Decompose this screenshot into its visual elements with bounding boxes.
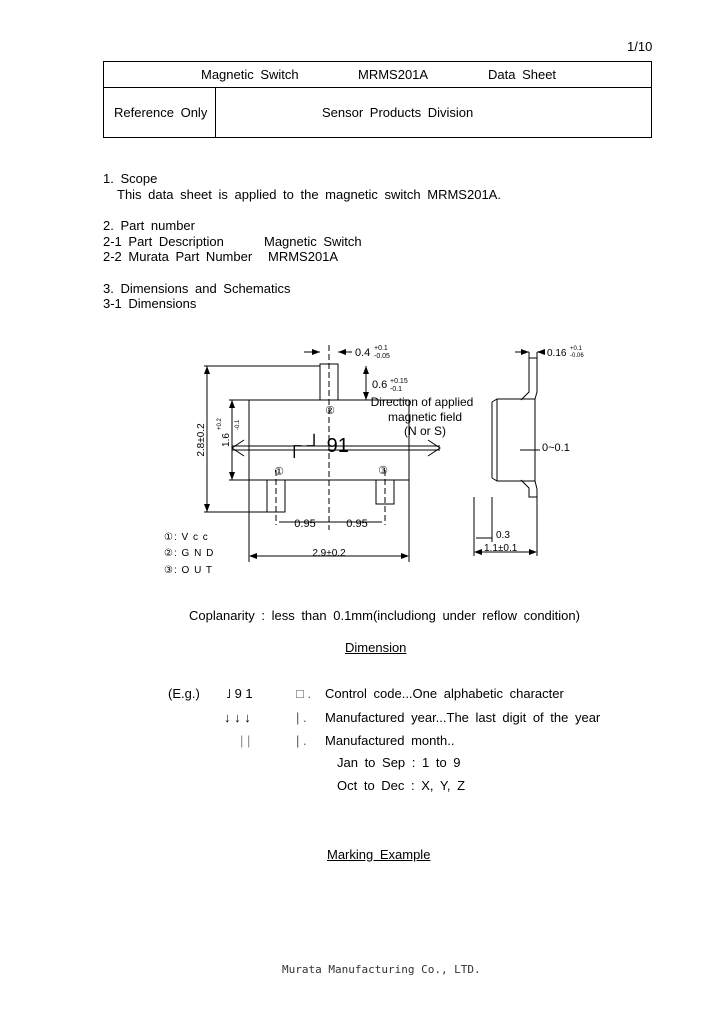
eg-box1: □ . — [296, 686, 312, 701]
coplanarity-note: Coplanarity : less than 0.1mm(includiong under reflow condition) — [189, 608, 580, 623]
header-doc-type: Data Sheet — [488, 67, 557, 82]
eg-label: (E.g.) — [168, 686, 200, 701]
header-reference-label: Reference Only — [114, 105, 208, 120]
part-desc-label: 2-1 Part Description — [103, 234, 224, 249]
dim-pitch-right: 0.95 — [346, 518, 368, 530]
footer-company: Murata Manufacturing Co., LTD. — [282, 963, 481, 976]
package-marking: ┌ ┘ 91 — [287, 435, 349, 457]
part-num-value: MRMS201A — [268, 249, 339, 264]
pin2-marker: ② — [325, 405, 335, 417]
marking-example-caption: Marking Example — [327, 847, 431, 862]
pin1-marker: ① — [274, 466, 284, 478]
dim-body-width: 1.6 — [221, 433, 232, 447]
dim-heading: 3. Dimensions and Schematics — [103, 281, 291, 296]
eg-box2: | . — [296, 710, 307, 725]
marking-line-control-code: Control code...One alphabetic character — [325, 686, 564, 701]
pin-label-out: ③: O U T — [164, 565, 214, 576]
dim-side-thickness-tol-minus: -0.06 — [570, 353, 584, 359]
pin-label-vcc: ①: V c c — [164, 532, 209, 543]
header-model: MRMS201A — [358, 67, 429, 82]
marking-line-month: Manufactured month.. — [325, 733, 455, 748]
eg-arrows: ↓ ↓ ↓ — [224, 710, 251, 725]
dim-lead-width: 0.4 — [355, 347, 371, 359]
page-number: 1/10 — [627, 39, 653, 54]
dim-side-height: 1.1±0.1 — [484, 543, 518, 554]
dim-lead-width-tol-plus: +0.1 — [374, 345, 388, 352]
direction-line3: (N or S) — [404, 424, 446, 438]
dim-total-width: 2.9±0.2 — [312, 548, 346, 559]
dim-body-width-tol-minus: -0.1 — [235, 419, 241, 430]
header-product-type: Magnetic Switch — [201, 67, 299, 82]
part-desc-value: Magnetic Switch — [264, 234, 362, 249]
eg-code: ˩ 9 1 — [226, 686, 253, 701]
marking-line-oct-dec: Oct to Dec : X, Y, Z — [337, 778, 466, 793]
eg-bars: | | — [240, 733, 251, 748]
eg-box3: | . — [296, 733, 307, 748]
dimension-caption: Dimension — [345, 640, 407, 655]
dim-lead-length-tol-minus: -0.1 — [390, 386, 403, 393]
dim-lead-width-tol-minus: -0.05 — [374, 353, 390, 360]
scope-heading: 1. Scope — [103, 171, 158, 186]
direction-line2: magnetic field — [387, 410, 463, 424]
marking-line-jan-sep: Jan to Sep : 1 to 9 — [337, 755, 461, 770]
header-division: Sensor Products Division — [322, 105, 474, 120]
dim-body-height: 2.8±0.2 — [196, 423, 207, 457]
dim-side-thickness: 0.16 — [547, 348, 567, 359]
dim-side-thickness-tol-plus: +0.1 — [570, 346, 582, 352]
pin3-marker: ③ — [378, 465, 388, 477]
direction-line1: Direction of applied — [370, 395, 474, 409]
dim-subheading: 3-1 Dimensions — [103, 296, 197, 311]
dim-side-standoff: 0~0.1 — [542, 442, 570, 454]
dim-pitch-left: 0.95 — [294, 518, 316, 530]
part-num-label: 2-2 Murata Part Number — [103, 249, 253, 264]
dim-lead-length-tol-plus: +0.15 — [390, 378, 408, 385]
part-heading: 2. Part number — [103, 218, 195, 233]
marking-line-year: Manufactured year...The last digit of the year — [325, 710, 601, 725]
dim-lead-length: 0.6 — [372, 379, 388, 391]
scope-text: This data sheet is applied to the magnetic switch MRMS201A. — [117, 187, 501, 202]
pin-label-gnd: ②: G N D — [164, 548, 215, 559]
dim-body-width-tol-plus: +0.2 — [217, 418, 223, 430]
dim-side-foot: 0.3 — [496, 530, 510, 541]
package-side — [497, 399, 535, 481]
